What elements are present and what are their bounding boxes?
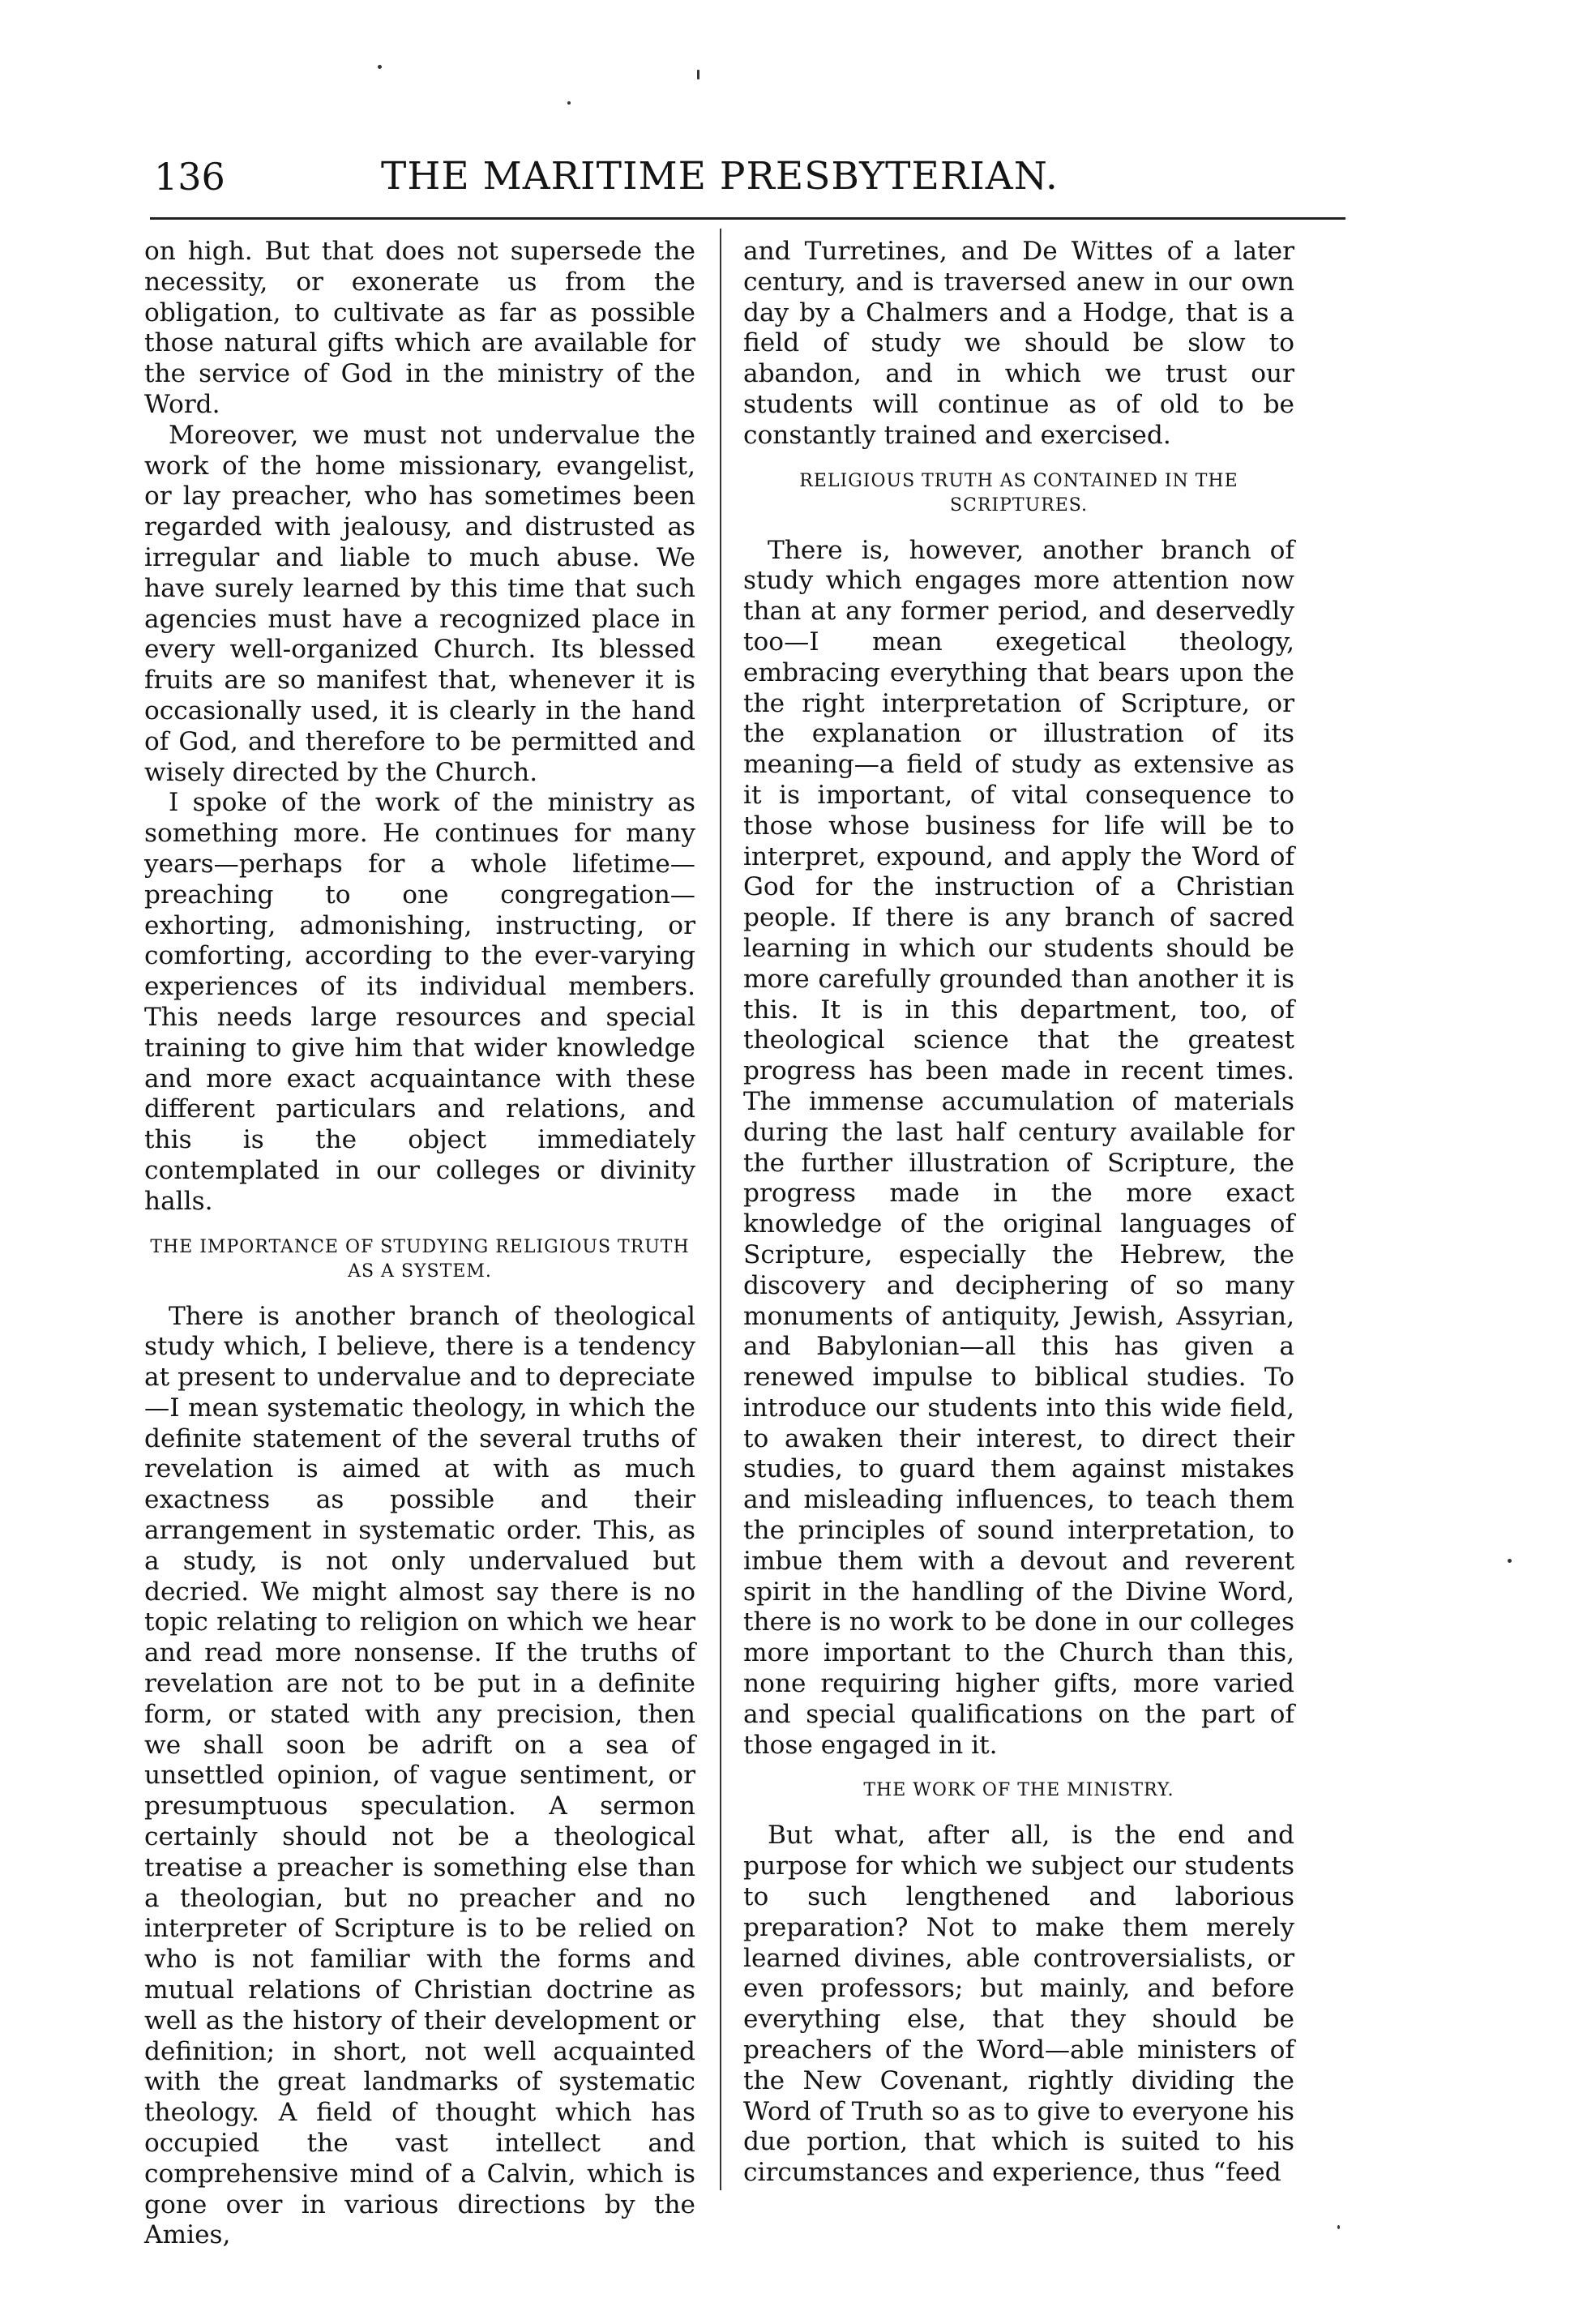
- print-speck: [697, 70, 699, 79]
- paragraph: There is, however, another branch of study which engages more attention now than at any former period, and deservedly too—I mean exegetical theology, embracing everything that bears upon the the right interpretation of Scripture, or the explanation or illustration of its meaning—a field of study as extensive as it is important, of vital consequence to those whose business for life will be to interpret, expound, and apply the Word of God for the instruction of a Christian people. If there is any branch of sacred learning in which our students should be more carefully grounded than another it is this. It is in this department, too, of theological science that the greatest progress has been made in recent times. The immense accumulation of materials during the last half century available for the further illustration of Scripture, the progress made in the more exact knowledge of the original languages of Scripture, especially the Hebrew, the discovery and deciphering of so many monuments of antiquity, Jewish, Assyrian, and Babylonian—all this has given a renewed impulse to biblical studies. To introduce our students into this wide field, to awaken their interest, to direct their studies, to guard them against mistakes and misleading influences, to teach them the principles of sound interpretation, to imbue them with a devout and reverent spirit in the handling of the Divine Word, there is no work to be done in our colleges more important to the Church than this, none requiring higher gifts, more varied and special qualifications on the part of those engaged in it.: [743, 535, 1294, 1760]
- paragraph: Moreover, we must not undervalue the work of the home missionary, evangelist, or lay preacher, who has sometimes been regarded with jealousy, and distrusted as irregular and liable to much abuse. We have surely learned by this time that such agencies must have a recognized place in every well-organized Church. Its blessed fruits are so manifest that, whenever it is occasionally used, it is clearly in the hand of God, and therefore to be permitted and wisely directed by the Church.: [144, 420, 695, 787]
- right-column: [743, 237, 1294, 2189]
- running-title: THE MARITIME PRESBYTERIAN.: [381, 154, 1059, 199]
- print-speck: [567, 101, 571, 105]
- page-number: 136: [154, 155, 225, 199]
- print-speck: [378, 65, 382, 69]
- print-speck: [1337, 2225, 1340, 2229]
- paragraph: But what, after all, is the end and purpose for which we subject our students to such lengthened and laborious preparation? Not to make them merely learned divines, able controversialists, or even professors; but mainly, and before everything else, that they should be preachers of the Word—able ministers of the New Covenant, rightly dividing the Word of Truth so as to give to everyone his due portion, that which is suited to his circumstances and experience, thus “feed: [743, 1821, 1295, 2188]
- paragraph: There is another branch of theological study which, I believe, there is a tendency at present to undervalue and to depreciate—I mean systematic theology, in which the definite statement of the several truths of revelation is aimed at with as much exactness as possible and their arrangement in systematic order. This, as a study, is not only undervalued but decried. We might almost say there is no topic relating to religion on which we hear and read more nonsense. If the truths of revelation are not to be put in a definite form, or stated with any precision, then we shall soon be adrift on a sea of unsettled opinion, of vague sentiment, or presumptuous speculation. A sermon certainly should not be a theological treatise a preacher is something else than a theologian, but no preacher and no interpreter of Scripture is to be relied on who is not familiar with the forms and mutual relations of Christian doctrine as well as the history of their development or definition; in short, not well acquainted with the great landmarks of systematic theology. A field of thought which has occupied the vast intellect and comprehensive mind of a Calvin, which is gone over in various directions by the Amies,: [144, 1301, 695, 2250]
- column-divider: [720, 229, 721, 2190]
- header-rule: [150, 217, 1345, 220]
- section-heading: RELIGIOUS TRUTH AS CONTAINED IN THE SCRIPTURES.: [799, 470, 1238, 516]
- left-column: [144, 237, 695, 2251]
- section-heading: THE IMPORTANCE OF STUDYING RELIGIOUS TRUTH AS A SYSTEM.: [150, 1236, 690, 1282]
- paragraph: on high. But that does not supersede the necessity, or exonerate us from the obligation, to cultivate as far as possible those natural gifts which are available for the service of God in the ministry of the Word.: [144, 237, 695, 419]
- running-header: [154, 152, 1345, 211]
- paragraph: I spoke of the work of the ministry as something more. He continues for many years—perhaps for a whole lifetime—preaching to one congregation—exhorting, admonishing, instructing, or comforting, according to the ever-varying experiences of its individual members. This needs large resources and special training to give him that wider knowledge and more exact acquaintance with these different particulars and relations, and this is the object immediately contemplated in our colleges or divinity halls.: [144, 788, 695, 1216]
- paragraph: and Turretines, and De Wittes of a later century, and is traversed anew in our own day by a Chalmers and a Hodge, that is a field of study we should be slow to abandon, and in which we trust our students will continue as of old to be constantly trained and exercised.: [743, 237, 1294, 450]
- print-speck: [1508, 1559, 1512, 1563]
- section-heading: THE WORK OF THE MINISTRY.: [863, 1780, 1174, 1801]
